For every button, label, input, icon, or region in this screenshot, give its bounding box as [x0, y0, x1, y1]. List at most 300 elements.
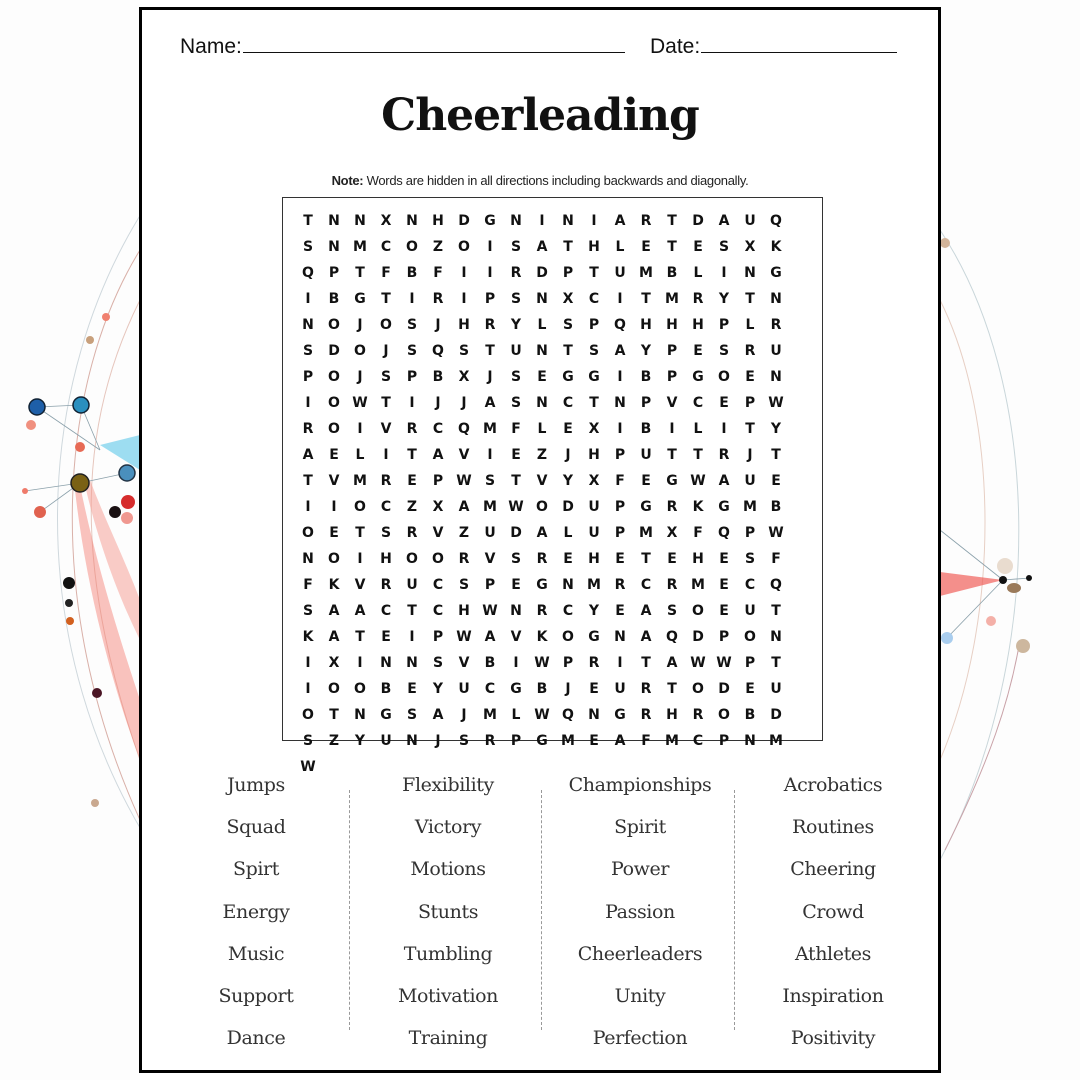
grid-cell[interactable]: O — [406, 551, 418, 567]
grid-cell[interactable]: O — [692, 681, 704, 697]
grid-cell[interactable]: P — [614, 499, 626, 515]
grid-cell[interactable]: H — [666, 317, 678, 333]
grid-cell[interactable]: O — [328, 369, 340, 385]
grid-cell[interactable]: C — [432, 603, 444, 619]
grid-cell[interactable]: T — [745, 421, 755, 437]
grid-cell[interactable]: S — [510, 369, 522, 385]
name-field[interactable] — [180, 34, 625, 59]
grid-cell[interactable]: V — [536, 473, 548, 489]
grid-cell[interactable]: O — [328, 395, 340, 411]
grid-cell[interactable]: P — [406, 369, 418, 385]
grid-cell[interactable]: L — [693, 265, 703, 281]
grid-cell[interactable]: S — [588, 343, 600, 359]
grid-cell[interactable]: O — [328, 681, 340, 697]
grid-cell[interactable]: T — [485, 343, 495, 359]
grid-cell[interactable]: E — [693, 343, 703, 359]
grid-cell[interactable]: T — [641, 551, 651, 567]
grid-cell[interactable]: I — [305, 291, 311, 307]
grid-cell[interactable]: M — [483, 707, 497, 723]
grid-cell[interactable]: F — [693, 525, 703, 541]
grid-cell[interactable]: I — [487, 265, 493, 281]
grid-cell[interactable]: N — [614, 395, 626, 411]
grid-cell[interactable]: E — [719, 603, 729, 619]
grid-cell[interactable]: U — [380, 733, 392, 749]
grid-cell[interactable]: I — [617, 655, 623, 671]
grid-cell[interactable]: S — [718, 239, 730, 255]
grid-cell[interactable]: K — [692, 499, 704, 515]
grid-cell[interactable]: E — [563, 421, 573, 437]
grid-cell[interactable]: S — [302, 239, 314, 255]
grid-cell[interactable]: S — [744, 551, 756, 567]
grid-cell[interactable]: O — [406, 239, 418, 255]
grid-cell[interactable]: C — [562, 603, 574, 619]
grid-cell[interactable]: C — [484, 681, 496, 697]
grid-cell[interactable]: A — [718, 213, 730, 229]
grid-cell[interactable]: O — [562, 629, 574, 645]
grid-cell[interactable]: S — [302, 603, 314, 619]
grid-cell[interactable]: G — [692, 369, 704, 385]
grid-cell[interactable]: T — [641, 655, 651, 671]
grid-cell[interactable]: V — [328, 473, 340, 489]
grid-cell[interactable]: I — [305, 499, 311, 515]
grid-cell[interactable]: V — [354, 577, 366, 593]
grid-cell[interactable]: T — [407, 603, 417, 619]
grid-cell[interactable]: I — [409, 395, 415, 411]
grid-cell[interactable]: T — [667, 213, 677, 229]
grid-cell[interactable]: C — [744, 577, 756, 593]
grid-cell[interactable]: U — [770, 681, 782, 697]
grid-cell[interactable]: P — [666, 369, 678, 385]
grid-cell[interactable]: X — [588, 421, 600, 437]
grid-cell[interactable]: O — [328, 551, 340, 567]
grid-cell[interactable]: N — [354, 707, 366, 723]
grid-cell[interactable]: D — [692, 213, 704, 229]
grid-cell[interactable]: M — [639, 265, 653, 281]
grid-cell[interactable]: I — [513, 655, 519, 671]
grid-cell[interactable]: G — [588, 629, 600, 645]
grid-cell[interactable]: H — [458, 317, 470, 333]
grid-cell[interactable]: B — [406, 265, 418, 281]
grid-cell[interactable]: P — [302, 369, 314, 385]
grid-cell[interactable]: Z — [536, 447, 548, 463]
grid-cell[interactable]: X — [328, 655, 340, 671]
grid-cell[interactable]: M — [353, 239, 367, 255]
grid-cell[interactable]: U — [588, 499, 600, 515]
grid-cell[interactable]: S — [718, 343, 730, 359]
grid-cell[interactable]: N — [510, 213, 522, 229]
grid-cell[interactable]: V — [458, 447, 470, 463]
grid-cell[interactable]: D — [562, 499, 574, 515]
grid-cell[interactable]: S — [406, 343, 418, 359]
grid-cell[interactable]: X — [588, 473, 600, 489]
grid-cell[interactable]: T — [667, 239, 677, 255]
grid-cell[interactable]: H — [458, 603, 470, 619]
grid-cell[interactable]: T — [771, 603, 781, 619]
grid-cell[interactable]: H — [380, 551, 392, 567]
grid-cell[interactable]: E — [667, 551, 677, 567]
grid-cell[interactable]: R — [640, 681, 652, 697]
grid-cell[interactable]: W — [716, 655, 732, 671]
grid-cell[interactable]: A — [484, 629, 496, 645]
grid-cell[interactable]: M — [561, 733, 575, 749]
grid-cell[interactable]: N — [744, 265, 756, 281]
grid-cell[interactable]: S — [406, 707, 418, 723]
grid-cell[interactable]: Z — [328, 733, 340, 749]
grid-cell[interactable]: E — [745, 681, 755, 697]
grid-cell[interactable]: R — [406, 421, 418, 437]
grid-cell[interactable]: O — [458, 239, 470, 255]
grid-cell[interactable]: F — [511, 421, 521, 437]
grid-cell[interactable]: F — [381, 265, 391, 281]
grid-cell[interactable]: B — [770, 499, 782, 515]
grid-cell[interactable]: H — [692, 317, 704, 333]
grid-cell[interactable]: R — [640, 213, 652, 229]
grid-cell[interactable]: U — [406, 577, 418, 593]
grid-cell[interactable]: Z — [432, 239, 444, 255]
grid-cell[interactable]: T — [329, 707, 339, 723]
grid-cell[interactable]: B — [328, 291, 340, 307]
grid-cell[interactable]: C — [562, 395, 574, 411]
grid-cell[interactable]: M — [639, 525, 653, 541]
grid-cell[interactable]: S — [510, 395, 522, 411]
grid-cell[interactable]: W — [508, 499, 524, 515]
grid-cell[interactable]: W — [534, 707, 550, 723]
grid-cell[interactable]: I — [409, 291, 415, 307]
grid-cell[interactable]: Y — [588, 603, 600, 619]
grid-cell[interactable]: D — [510, 525, 522, 541]
grid-cell[interactable]: R — [666, 499, 678, 515]
grid-cell[interactable]: P — [744, 395, 756, 411]
grid-cell[interactable]: G — [588, 369, 600, 385]
grid-cell[interactable]: F — [433, 265, 443, 281]
grid-cell[interactable]: I — [539, 213, 545, 229]
grid-cell[interactable]: P — [640, 395, 652, 411]
grid-cell[interactable]: W — [352, 395, 368, 411]
grid-cell[interactable]: I — [617, 291, 623, 307]
grid-cell[interactable]: J — [383, 343, 389, 359]
grid-cell[interactable]: E — [589, 681, 599, 697]
grid-cell[interactable]: P — [484, 291, 496, 307]
grid-cell[interactable]: H — [588, 239, 600, 255]
grid-cell[interactable]: P — [562, 655, 574, 671]
grid-cell[interactable]: Z — [406, 499, 418, 515]
grid-cell[interactable]: I — [669, 421, 675, 437]
grid-cell[interactable]: K — [328, 577, 340, 593]
grid-cell[interactable]: R — [744, 343, 756, 359]
grid-cell[interactable]: L — [355, 447, 365, 463]
grid-cell[interactable]: E — [329, 447, 339, 463]
grid-cell[interactable]: W — [456, 473, 472, 489]
grid-cell[interactable]: J — [487, 369, 493, 385]
grid-cell[interactable]: W — [768, 525, 784, 541]
grid-cell[interactable]: O — [380, 317, 392, 333]
grid-cell[interactable]: J — [435, 395, 441, 411]
grid-cell[interactable]: R — [510, 265, 522, 281]
grid-cell[interactable]: X — [380, 213, 392, 229]
grid-cell[interactable]: O — [302, 525, 314, 541]
grid-cell[interactable]: F — [303, 577, 313, 593]
grid-cell[interactable]: Y — [640, 343, 652, 359]
grid-cell[interactable]: Z — [458, 525, 470, 541]
grid-cell[interactable]: O — [744, 629, 756, 645]
grid-cell[interactable]: I — [617, 421, 623, 437]
grid-cell[interactable]: B — [536, 681, 548, 697]
grid-cell[interactable]: I — [409, 629, 415, 645]
grid-cell[interactable]: T — [407, 447, 417, 463]
grid-cell[interactable]: S — [562, 317, 574, 333]
grid-cell[interactable]: L — [537, 421, 547, 437]
grid-cell[interactable]: I — [331, 499, 337, 515]
grid-cell[interactable]: E — [511, 577, 521, 593]
grid-cell[interactable]: Q — [562, 707, 574, 723]
grid-cell[interactable]: G — [770, 265, 782, 281]
grid-cell[interactable]: W — [482, 603, 498, 619]
grid-cell[interactable]: N — [302, 317, 314, 333]
grid-cell[interactable]: E — [641, 473, 651, 489]
grid-cell[interactable]: C — [692, 395, 704, 411]
date-blank-line[interactable] — [701, 34, 897, 53]
grid-cell[interactable]: Q — [432, 343, 444, 359]
grid-cell[interactable]: Q — [770, 213, 782, 229]
grid-cell[interactable]: B — [666, 265, 678, 281]
grid-cell[interactable]: S — [666, 603, 678, 619]
grid-cell[interactable]: E — [329, 525, 339, 541]
grid-cell[interactable]: V — [458, 655, 470, 671]
grid-cell[interactable]: I — [461, 265, 467, 281]
grid-cell[interactable]: A — [328, 603, 340, 619]
grid-cell[interactable]: G — [510, 681, 522, 697]
grid-cell[interactable]: M — [691, 577, 705, 593]
grid-cell[interactable]: T — [589, 265, 599, 281]
grid-cell[interactable]: I — [305, 395, 311, 411]
grid-cell[interactable]: T — [667, 681, 677, 697]
grid-cell[interactable]: M — [483, 499, 497, 515]
grid-cell[interactable]: O — [354, 681, 366, 697]
grid-cell[interactable]: E — [745, 369, 755, 385]
grid-cell[interactable]: P — [614, 447, 626, 463]
grid-cell[interactable]: J — [747, 447, 753, 463]
grid-cell[interactable]: J — [357, 317, 363, 333]
grid-cell[interactable]: S — [432, 655, 444, 671]
grid-cell[interactable]: C — [432, 421, 444, 437]
grid-cell[interactable]: N — [536, 291, 548, 307]
grid-cell[interactable]: R — [692, 291, 704, 307]
grid-cell[interactable]: D — [536, 265, 548, 281]
grid-cell[interactable]: J — [357, 369, 363, 385]
grid-cell[interactable]: Y — [432, 681, 444, 697]
grid-cell[interactable]: P — [562, 265, 574, 281]
grid-cell[interactable]: U — [458, 681, 470, 697]
grid-cell[interactable]: A — [718, 473, 730, 489]
grid-cell[interactable]: G — [536, 733, 548, 749]
grid-cell[interactable]: H — [588, 551, 600, 567]
grid-cell[interactable]: C — [432, 577, 444, 593]
grid-cell[interactable]: C — [692, 733, 704, 749]
grid-cell[interactable]: W — [768, 395, 784, 411]
grid-cell[interactable]: P — [328, 265, 340, 281]
grid-cell[interactable]: I — [617, 369, 623, 385]
grid-cell[interactable]: A — [614, 213, 626, 229]
grid-cell[interactable]: N — [380, 655, 392, 671]
grid-cell[interactable]: A — [354, 603, 366, 619]
grid-cell[interactable]: A — [640, 629, 652, 645]
grid-cell[interactable]: O — [302, 707, 314, 723]
grid-cell[interactable]: P — [484, 577, 496, 593]
grid-cell[interactable]: U — [640, 447, 652, 463]
grid-cell[interactable]: N — [744, 733, 756, 749]
grid-cell[interactable]: G — [536, 577, 548, 593]
grid-cell[interactable]: A — [432, 447, 444, 463]
grid-cell[interactable]: N — [328, 239, 340, 255]
grid-cell[interactable]: Y — [562, 473, 574, 489]
grid-cell[interactable]: A — [484, 395, 496, 411]
grid-cell[interactable]: S — [510, 239, 522, 255]
grid-cell[interactable]: K — [770, 239, 782, 255]
grid-cell[interactable]: I — [357, 551, 363, 567]
grid-cell[interactable]: T — [355, 265, 365, 281]
grid-cell[interactable]: R — [588, 655, 600, 671]
grid-cell[interactable]: J — [435, 317, 441, 333]
grid-cell[interactable]: V — [484, 551, 496, 567]
grid-cell[interactable]: O — [692, 603, 704, 619]
grid-cell[interactable]: I — [461, 291, 467, 307]
grid-cell[interactable]: Y — [770, 421, 782, 437]
grid-cell[interactable]: A — [458, 499, 470, 515]
grid-cell[interactable]: E — [511, 447, 521, 463]
grid-cell[interactable]: G — [354, 291, 366, 307]
grid-cell[interactable]: A — [614, 343, 626, 359]
grid-cell[interactable]: N — [328, 213, 340, 229]
grid-cell[interactable]: G — [718, 499, 730, 515]
grid-cell[interactable]: H — [432, 213, 444, 229]
word-search-grid[interactable] — [295, 208, 789, 780]
grid-cell[interactable]: I — [383, 447, 389, 463]
grid-cell[interactable]: S — [302, 733, 314, 749]
grid-cell[interactable]: B — [640, 369, 652, 385]
grid-cell[interactable]: U — [744, 473, 756, 489]
grid-cell[interactable]: I — [357, 421, 363, 437]
grid-cell[interactable]: B — [744, 707, 756, 723]
grid-cell[interactable]: S — [510, 551, 522, 567]
grid-cell[interactable]: M — [665, 733, 679, 749]
grid-cell[interactable]: O — [536, 499, 548, 515]
grid-cell[interactable]: W — [690, 655, 706, 671]
grid-cell[interactable]: B — [484, 655, 496, 671]
grid-cell[interactable]: E — [615, 551, 625, 567]
grid-cell[interactable]: O — [432, 551, 444, 567]
grid-cell[interactable]: G — [484, 213, 496, 229]
grid-cell[interactable]: T — [563, 239, 573, 255]
grid-cell[interactable]: K — [302, 629, 314, 645]
grid-cell[interactable]: F — [641, 733, 651, 749]
grid-cell[interactable]: Q — [770, 577, 782, 593]
grid-cell[interactable]: Q — [666, 629, 678, 645]
grid-cell[interactable]: I — [721, 265, 727, 281]
grid-cell[interactable]: F — [615, 473, 625, 489]
grid-cell[interactable]: D — [718, 681, 730, 697]
grid-cell[interactable]: T — [303, 213, 313, 229]
grid-cell[interactable]: I — [487, 447, 493, 463]
grid-cell[interactable]: N — [770, 369, 782, 385]
grid-cell[interactable]: D — [692, 629, 704, 645]
grid-cell[interactable]: T — [745, 291, 755, 307]
grid-cell[interactable]: Y — [718, 291, 730, 307]
grid-cell[interactable]: U — [744, 213, 756, 229]
grid-cell[interactable]: L — [693, 421, 703, 437]
grid-cell[interactable]: Q — [302, 265, 314, 281]
grid-cell[interactable]: L — [563, 525, 573, 541]
grid-cell[interactable]: R — [536, 551, 548, 567]
grid-cell[interactable]: X — [458, 369, 470, 385]
grid-cell[interactable]: R — [484, 733, 496, 749]
grid-cell[interactable]: A — [302, 447, 314, 463]
grid-cell[interactable]: I — [305, 655, 311, 671]
grid-cell[interactable]: V — [432, 525, 444, 541]
grid-cell[interactable]: H — [588, 447, 600, 463]
grid-cell[interactable]: P — [588, 317, 600, 333]
grid-cell[interactable]: T — [641, 291, 651, 307]
grid-cell[interactable]: N — [770, 291, 782, 307]
grid-cell[interactable]: O — [354, 343, 366, 359]
grid-cell[interactable]: M — [587, 577, 601, 593]
grid-cell[interactable]: J — [435, 733, 441, 749]
grid-cell[interactable]: T — [589, 395, 599, 411]
grid-cell[interactable]: A — [614, 733, 626, 749]
grid-cell[interactable]: A — [432, 707, 444, 723]
grid-cell[interactable]: N — [588, 707, 600, 723]
grid-cell[interactable]: O — [328, 421, 340, 437]
grid-cell[interactable]: C — [380, 239, 392, 255]
grid-cell[interactable]: R — [380, 577, 392, 593]
grid-cell[interactable]: E — [719, 395, 729, 411]
grid-cell[interactable]: L — [745, 317, 755, 333]
grid-cell[interactable]: G — [562, 369, 574, 385]
grid-cell[interactable]: E — [771, 473, 781, 489]
grid-cell[interactable]: B — [640, 421, 652, 437]
name-blank-line[interactable] — [243, 34, 625, 53]
grid-cell[interactable]: O — [718, 707, 730, 723]
grid-cell[interactable]: Q — [458, 421, 470, 437]
grid-cell[interactable]: D — [458, 213, 470, 229]
grid-cell[interactable]: B — [380, 681, 392, 697]
grid-cell[interactable]: P — [510, 733, 522, 749]
grid-cell[interactable]: A — [666, 655, 678, 671]
grid-cell[interactable]: K — [536, 629, 548, 645]
grid-cell[interactable]: U — [744, 603, 756, 619]
grid-cell[interactable]: G — [614, 707, 626, 723]
grid-cell[interactable]: E — [563, 551, 573, 567]
grid-cell[interactable]: R — [718, 447, 730, 463]
grid-cell[interactable]: A — [536, 239, 548, 255]
grid-cell[interactable]: R — [484, 317, 496, 333]
grid-cell[interactable]: R — [432, 291, 444, 307]
grid-cell[interactable]: Y — [354, 733, 366, 749]
grid-cell[interactable]: S — [510, 291, 522, 307]
grid-cell[interactable]: I — [591, 213, 597, 229]
grid-cell[interactable]: P — [432, 629, 444, 645]
grid-cell[interactable]: M — [743, 499, 757, 515]
grid-cell[interactable]: R — [380, 473, 392, 489]
grid-cell[interactable]: U — [614, 265, 626, 281]
grid-cell[interactable]: P — [718, 629, 730, 645]
grid-cell[interactable]: S — [458, 343, 470, 359]
grid-cell[interactable]: R — [406, 525, 418, 541]
grid-cell[interactable]: N — [770, 629, 782, 645]
grid-cell[interactable]: P — [718, 733, 730, 749]
grid-cell[interactable]: X — [432, 499, 444, 515]
grid-cell[interactable]: Y — [510, 317, 522, 333]
grid-cell[interactable]: R — [614, 577, 626, 593]
